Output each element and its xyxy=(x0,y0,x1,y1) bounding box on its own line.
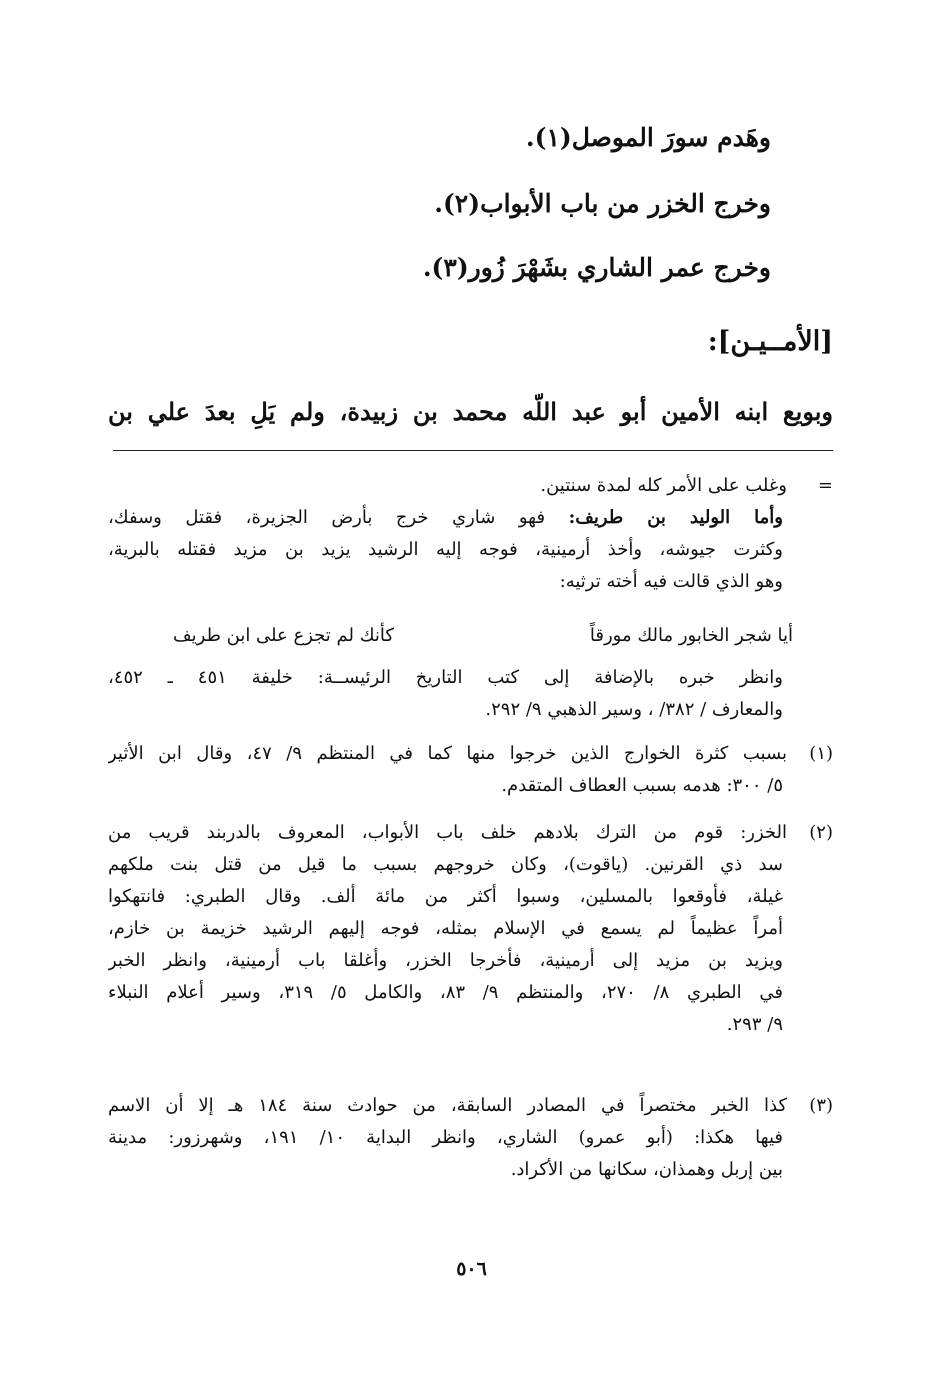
footnote-line: ٥/ ٣٠٠: هدمه بسبب العطاف المتقدم. xyxy=(501,775,783,796)
footnote-marker: (١) xyxy=(809,743,833,764)
footnote-line: ويزيد بن مزيد إلى أرمينية، فأخرجا الخزر، وأغلقا باب أرمينية، وانظر الخبر xyxy=(108,950,783,971)
page-number: ٥٠٦ xyxy=(456,1258,487,1280)
footnote-2 xyxy=(108,817,833,1041)
footnote-line: سد ذي القرنين. (ياقوت)، وكان خروجهم بسبب ما قيل من قتل بنت ملكهم xyxy=(108,854,783,875)
footnote-line: بسبب كثرة الخوارج الذين خرجوا منها كما في المنتظم ٩/ ٤٧، وقال ابن الأثير xyxy=(108,743,788,764)
continued-footnote-references xyxy=(108,662,833,726)
verse-first-hemistich: أيا شجر الخابور مالك مورقاً xyxy=(589,625,793,646)
walid-ibn-tarif-label: وأما الوليد بن طريف: xyxy=(568,507,783,528)
footnote-line: ٩/ ٢٩٣. xyxy=(726,1014,783,1035)
continuation-line: وكثرت جيوشه، وأخذ أرمينية، فوجه إليه الرشيد يزيد بن مزيد فقتله بالبرية، xyxy=(108,539,783,560)
walid-ibn-tarif-text: فهو شاري خرج بأرض الجزيرة، فقتل وسفك، xyxy=(108,507,546,528)
footnote-line: كذا الخبر مختصراً في المصادر السابقة، من حوادث سنة ١٨٤ هـ إلا أن الاسم xyxy=(108,1095,788,1116)
continuation-line: وغلب على الأمر كله لمدة سنتين. xyxy=(540,475,787,496)
main-line-mosul-wall: وهَدم سورَ الموصل(١). xyxy=(525,123,771,152)
footnote-marker: (٢) xyxy=(809,822,833,843)
verse-second-hemistich: كأنك لم تجزع على ابن طريف xyxy=(173,625,394,646)
footnote-line: غيلة، فأوقعوا بالمسلين، وسبوا أكثر من مائة ألف. وقال الطبري: فانتهكوا xyxy=(108,886,783,907)
continuation-marker: = xyxy=(817,475,833,496)
section-heading-al-amin: [الأمــيـن]: xyxy=(707,326,833,357)
footnote-line: في الطبري ٨/ ٢٧٠، والمنتظم ٩/ ٨٣، والكامل ٥/ ٣١٩، وسير أعلام النبلاء xyxy=(108,982,783,1003)
continuation-line: والمعارف / ٣٨٢/ ، وسير الذهبي ٩/ ٢٩٢. xyxy=(485,699,783,720)
footnote-line: الخزر: قوم من الترك بلادهم خلف باب الأبواب، المعروف بالدربند قريب من xyxy=(108,822,787,843)
footnote-line: أمراً عظيماً لم يسمع في الإسلام بمثله، فوجه إليهم الرشيد خزيمة بن خازم، xyxy=(108,918,783,939)
main-paragraph-al-amin: وبويع ابنه الأمين أبو عبد اللّه محمد بن زبيدة، ولم يَلِ بعدَ علي بن xyxy=(108,397,833,426)
poetry-verse xyxy=(173,620,793,652)
footnote-1 xyxy=(108,738,833,802)
footnote-line: بين إربل وهمذان، سكانها من الأكراد. xyxy=(510,1159,783,1180)
continued-footnote xyxy=(108,470,833,598)
footnote-line: فيها هكذا: (أبو عمرو) الشاري، وانظر البداية ١٠/ ١٩١، وشهرزور: مدينة xyxy=(108,1127,783,1148)
footnote-divider xyxy=(113,450,833,451)
footnote-marker: (٣) xyxy=(809,1095,833,1116)
continuation-line: وهو الذي قالت فيه أخته ترثيه: xyxy=(559,571,783,592)
continuation-line: وانظر خبره بالإضافة إلى كتب التاريخ الرئيســة: خليفة ٤٥١ ـ ٤٥٢، xyxy=(108,667,784,688)
footnote-3 xyxy=(108,1090,833,1186)
main-line-khazar: وخرج الخزر من باب الأبواب(٢). xyxy=(434,189,771,218)
main-line-umar-al-shari: وخرج عمر الشاري بشَهْرَ زُور(٣). xyxy=(422,253,771,282)
